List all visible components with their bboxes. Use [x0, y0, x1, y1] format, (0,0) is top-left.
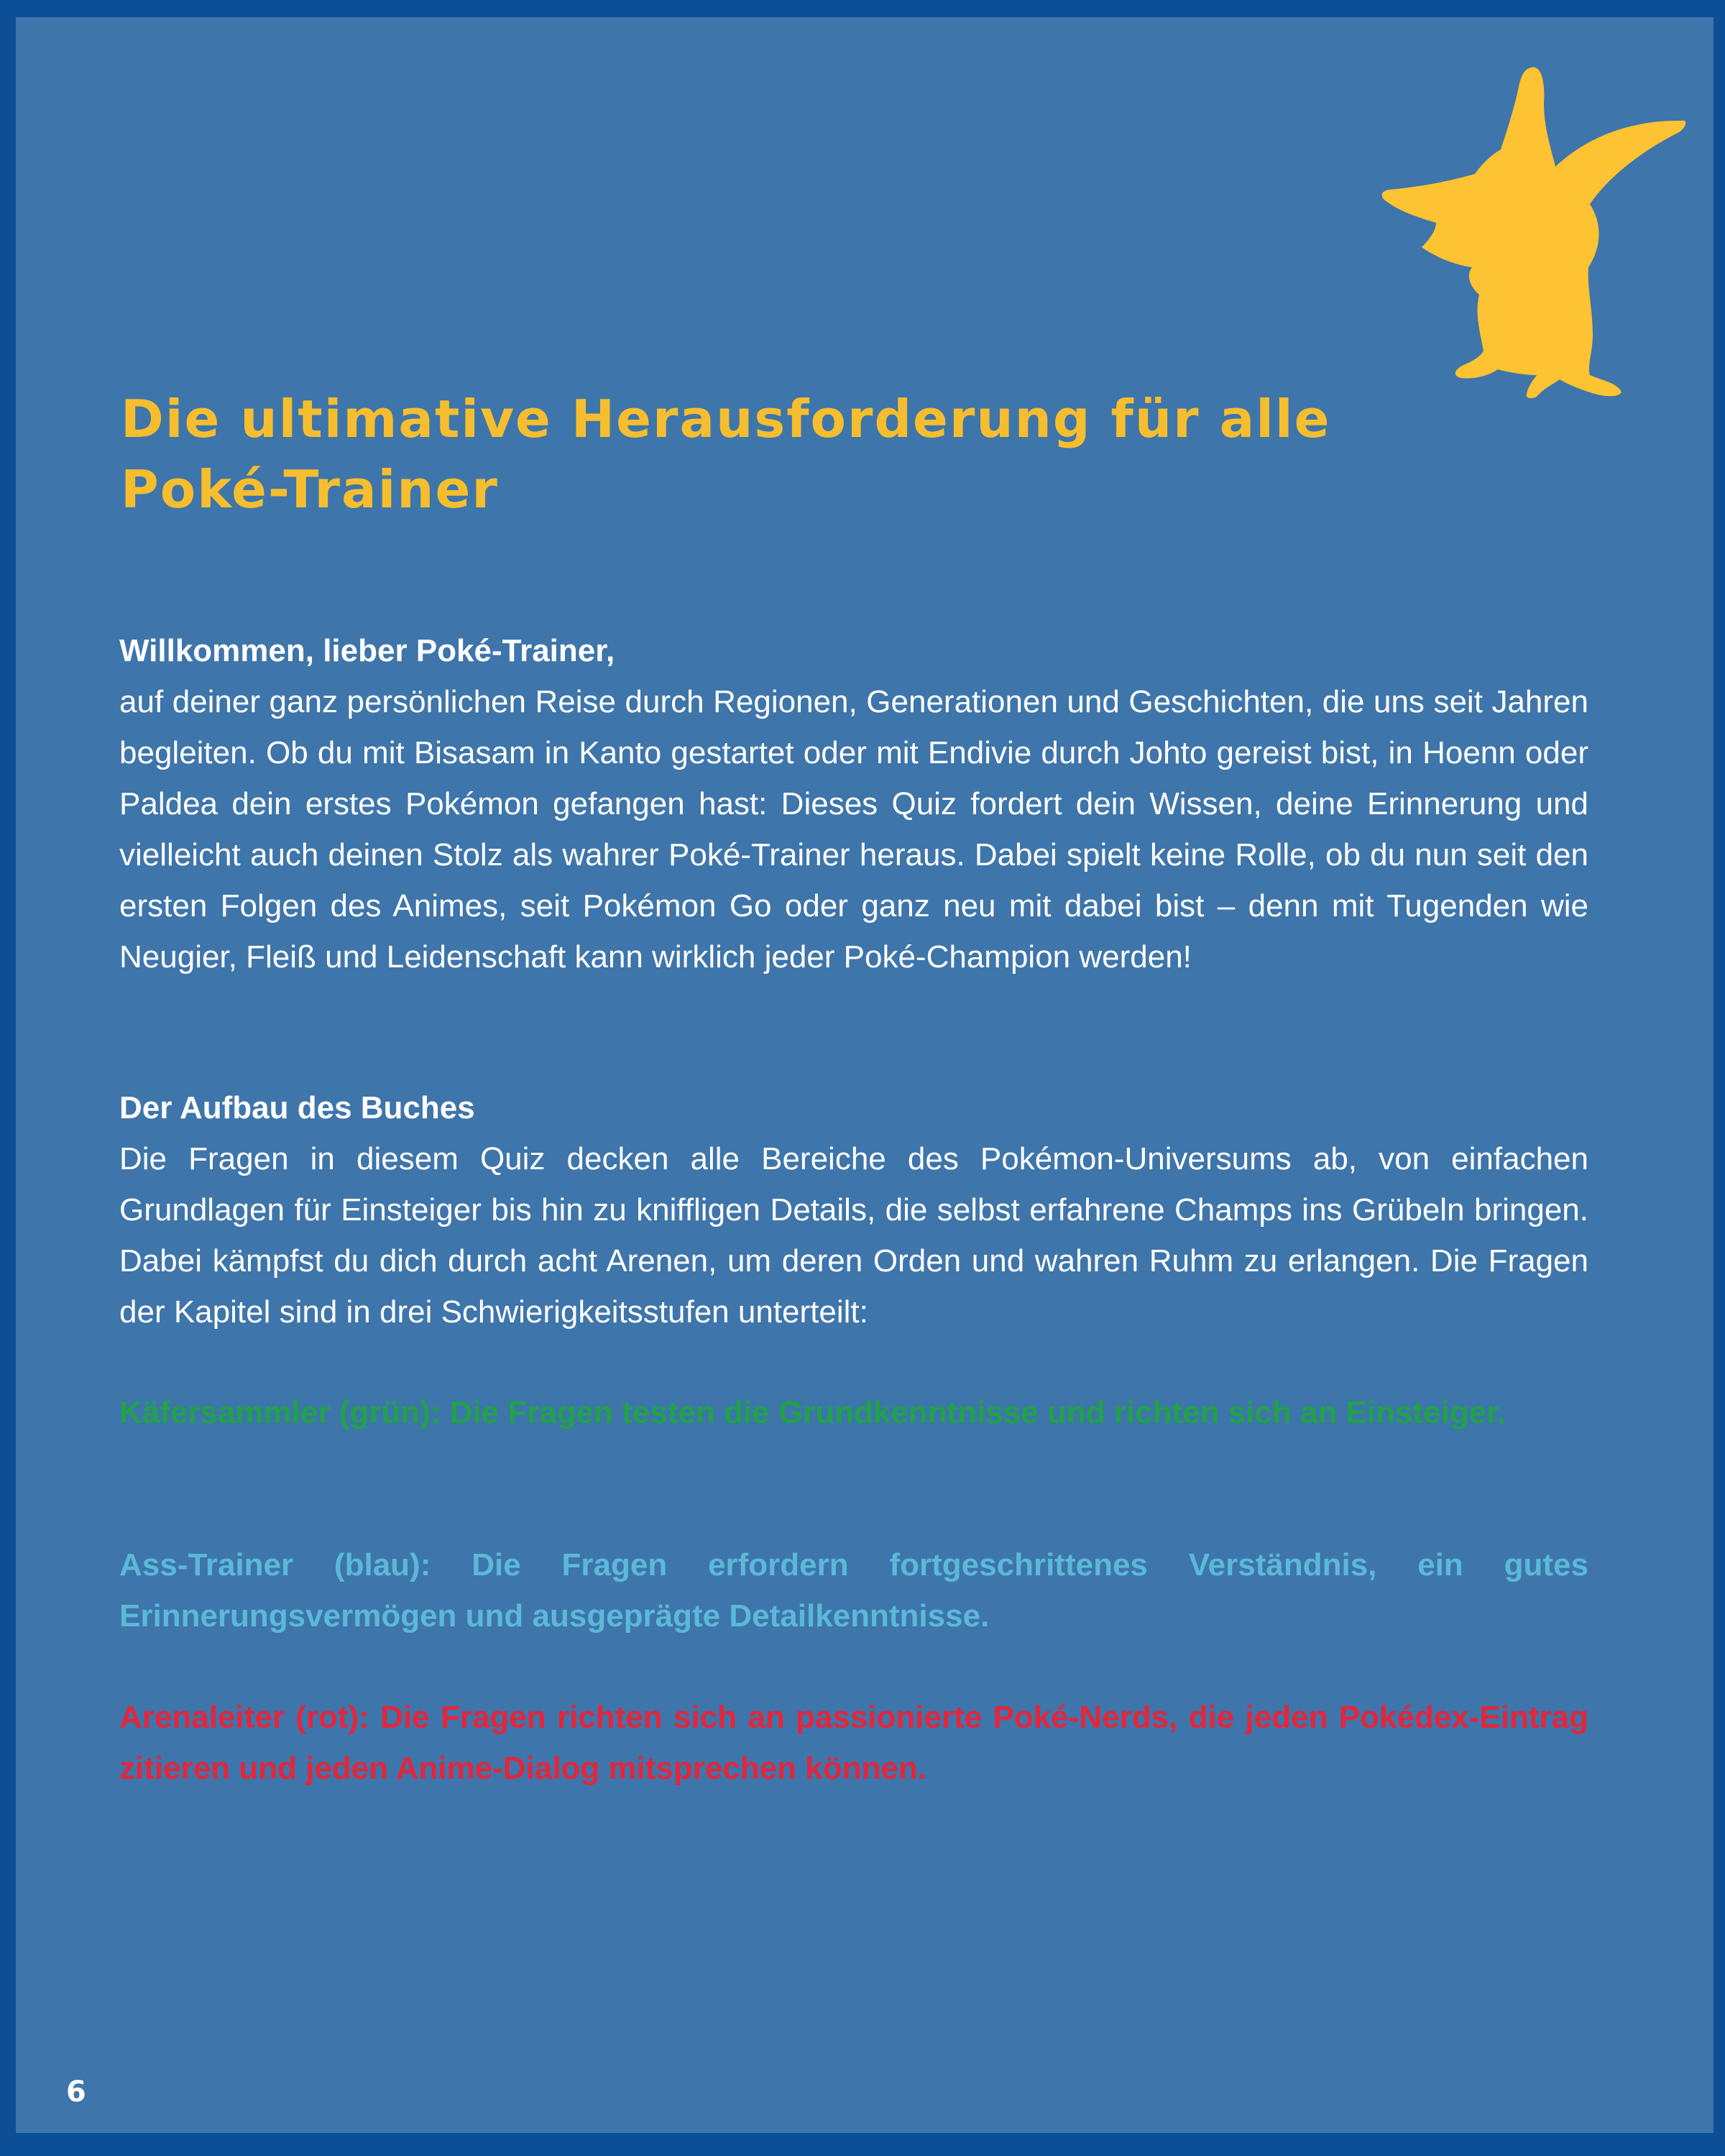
pikachu-silhouette-icon	[1374, 59, 1712, 404]
book-structure-section	[119, 1082, 1588, 1337]
page-title	[121, 384, 1601, 525]
difficulty-level-beginner: Käfersammler (grün): Die Fragen testen die Grundkenntnisse und richten sich an Einsteiger.	[119, 1395, 1506, 1430]
page-number: 6	[66, 2076, 86, 2109]
difficulty-level-advanced: Ass-Trainer (blau): Die Fragen erfordern fortgeschrittenes Verständnis, ein gutes Erinnerungsvermögen und ausgeprägte Detailkenntnisse.	[119, 1547, 1588, 1634]
page-title-line-2: Poké-Trainer	[121, 459, 499, 520]
book-structure-body: Die Fragen in diesem Quiz decken alle Bereiche des Pokémon-Universums ab, von einfachen Grundlagen für Einsteiger bis hin zu kniffligen Details, die selbst erfahrene Champs ins Grübeln bringen. Dabei kämpfst du dich durch acht Arenen, um deren Orden und wahren Ruhm zu erlangen. Die Fragen der Kapitel sind in drei Schwierigkeitsstufen unterteilt:	[119, 1141, 1588, 1330]
intro-heading: Willkommen, lieber Poké-Trainer,	[119, 633, 615, 668]
content-panel	[16, 17, 1714, 2133]
book-structure-heading: Der Aufbau des Buches	[119, 1090, 475, 1125]
intro-section	[119, 625, 1588, 982]
difficulty-level-expert: Arenaleiter (rot): Die Fragen richten sich an passionierte Poké-Nerds, die jeden Pokédex-Eintrag zitieren und jeden Anime-Dialog mitsprechen können.	[119, 1700, 1588, 1786]
intro-body: auf deiner ganz persönlichen Reise durch Regionen, Generationen und Geschichten, die uns seit Jahren begleiten. Ob du mit Bisasam in Kanto gestartet oder mit Endivie durch Johto gereist bist, in Hoenn oder Paldea dein erstes Pokémon gefangen hast: Dieses Quiz fordert dein Wissen, deine Erinnerung und vielleicht auch deinen Stolz als wahrer Poké-Trainer heraus. Dabei spielt keine Rolle, ob du nun seit den ersten Folgen des Animes, seit Pokémon Go oder ganz neu mit dabei bist – denn mit Tugenden wie Neugier, Fleiß und Leidenschaft kann wirklich jeder Poké-Champion werden!	[119, 684, 1588, 975]
page-title-line-1: Die ultimative Herausforderung für alle	[121, 389, 1331, 449]
